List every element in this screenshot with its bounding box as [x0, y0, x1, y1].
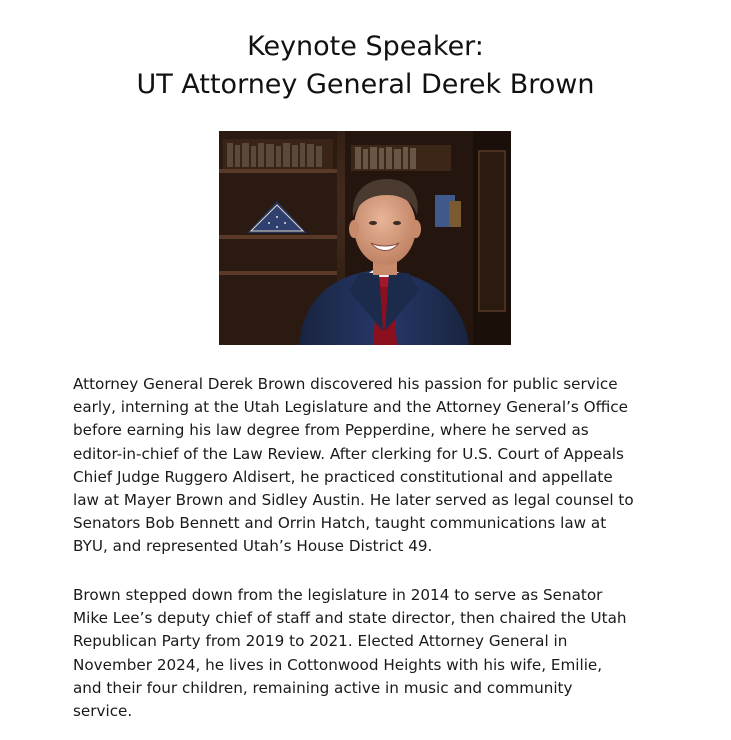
- bio-line: November 2024, he lives in Cottonwood Heights with his wife, Emilie,: [73, 655, 603, 674]
- bio-line: and their four children, remaining active in music and community: [73, 678, 573, 697]
- bio-line: Brown stepped down from the legislature in 2014 to serve as Senator: [73, 586, 603, 604]
- bio-line: early, interning at the Utah Legislature and the Attorney General’s Office: [73, 398, 628, 417]
- bio-line: editor-in-chief of the Law Review. After clerking for U.S. Court of Appeals: [73, 444, 624, 463]
- title-line-2: UT Attorney General Derek Brown: [136, 69, 595, 100]
- bio-line: Mike Lee’s deputy chief of staff and state director, then chaired the Utah: [73, 609, 627, 628]
- bio-line: service.: [73, 702, 133, 721]
- bio-line: before earning his law degree from Pepperdine, where he served as: [73, 421, 589, 440]
- bio-line: Attorney General Derek Brown discovered his passion for public service: [73, 375, 618, 393]
- speaker-portrait: [219, 131, 511, 345]
- bio-paragraph-1: [73, 373, 673, 559]
- bio-paragraph-2: [73, 584, 673, 723]
- bio-line: Senators Bob Bennett and Orrin Hatch, taught communications law at: [73, 514, 607, 533]
- bio-line: BYU, and represented Utah’s House District 49.: [73, 537, 433, 556]
- title-line-1: Keynote Speaker:: [247, 31, 484, 62]
- bio-line: Chief Judge Ruggero Aldisert, he practiced constitutional and appellate: [73, 467, 613, 486]
- bio-line: Republican Party from 2019 to 2021. Elected Attorney General in: [73, 632, 568, 651]
- portrait-photo-icon: [219, 131, 511, 345]
- bio-line: law at Mayer Brown and Sidley Austin. He later served as legal counsel to: [73, 491, 634, 510]
- page-title: [0, 28, 731, 104]
